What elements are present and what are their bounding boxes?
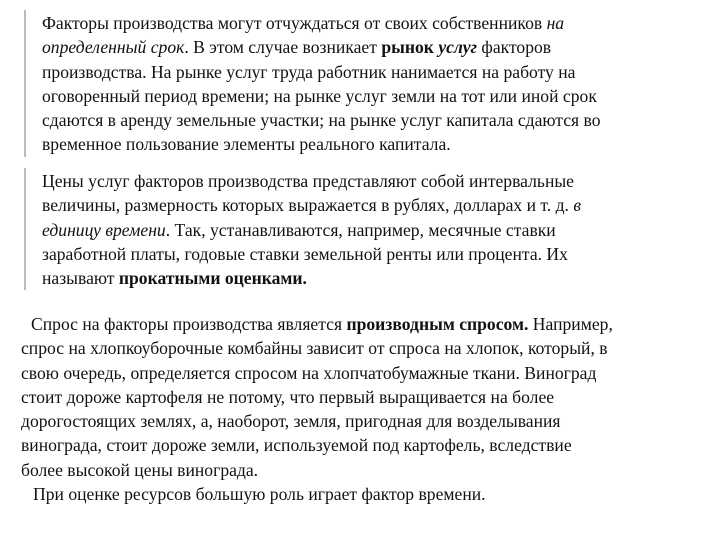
bold-term: прокатными оценками. xyxy=(118,268,307,289)
text-run: . Так, устанавливаются, например, месячные ставки xyxy=(165,219,556,240)
text-line: винограда, стоит дороже земли, используемой под картофель, вследствие xyxy=(21,435,572,456)
text-line xyxy=(42,266,704,290)
text-run: Спрос на факторы производства является xyxy=(31,314,347,334)
text-line: производства. На рынке услуг труда работник нанимается на работу на xyxy=(42,61,576,82)
italic-text: в xyxy=(573,195,581,216)
bold-italic-term: услуг xyxy=(438,37,478,58)
text-line: Цены услуг факторов производства представляют собой интервальные xyxy=(42,171,574,191)
text-line xyxy=(42,35,704,59)
text-line xyxy=(21,312,705,336)
text-run: величины, размерность которых выражается в рублях, долларах и т. д. xyxy=(42,195,574,216)
bold-term: производным спросом. xyxy=(346,314,529,334)
text-line: заработной платы, годовые ставки земельной ренты или процента. Их xyxy=(42,243,568,264)
text-line: спрос на хлопкоуборочные комбайны зависит от спроса на хлопок, который, в xyxy=(21,338,608,359)
bold-term: рынок xyxy=(381,37,439,58)
paragraph-derived-demand xyxy=(21,312,705,506)
text-line: сдаются в аренду земельные участки; на рынке услуг капитала сдаются во xyxy=(42,110,601,131)
text-line: дорогостоящих землях, а, наоборот, земля, пригодная для возделывания xyxy=(21,411,561,432)
text-run: . В этом случае возникает xyxy=(184,37,382,58)
text-line xyxy=(42,11,704,35)
italic-text: на xyxy=(546,13,565,33)
text-run: Например, xyxy=(528,314,613,334)
text-run: называют xyxy=(42,268,119,289)
paragraph-rental-prices xyxy=(24,168,704,290)
text-line: свою очередь, определяется спросом на хлопчатобумажные ткани. Виноград xyxy=(21,362,597,383)
text-line xyxy=(42,193,704,217)
paragraph-rental-markets xyxy=(24,10,704,157)
text-line: оговоренный период времени; на рынке услуг земли на тот или иной срок xyxy=(42,85,597,106)
italic-text: единицу времени xyxy=(42,219,166,240)
text-line: более высокой цены винограда. xyxy=(21,459,259,480)
text-run: факторов xyxy=(477,37,552,58)
text-run: Факторы производства могут отчуждаться от своих собственников xyxy=(42,13,547,33)
text-line: стоит дороже картофеля не потому, что первый выращивается на более xyxy=(21,386,555,407)
italic-text: определенный срок xyxy=(42,37,185,58)
text-line xyxy=(42,218,704,242)
text-line: При оценке ресурсов большую роль играет фактор времени. xyxy=(33,484,486,505)
text-line: временное пользование элементы реального капитала. xyxy=(42,134,451,155)
